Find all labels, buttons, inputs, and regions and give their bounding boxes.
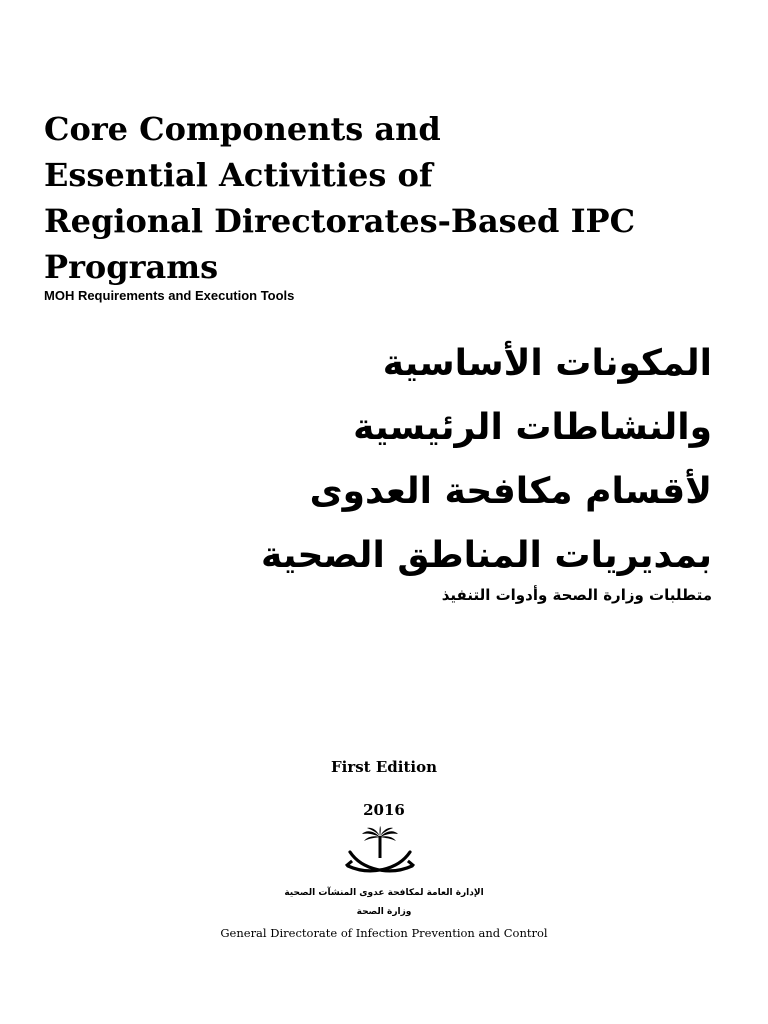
edition-label: First Edition (330, 758, 437, 776)
edition-year: 2016 (363, 801, 405, 819)
arabic-title-line-4: بمديريات المناطق الصحية (260, 535, 712, 576)
english-title (44, 106, 724, 290)
english-title-line-3: Regional Directorates-Based IPC (44, 202, 636, 240)
arabic-title-line-3: لأقسام مكافحة العدوى (309, 471, 712, 512)
arabic-title (52, 332, 712, 588)
english-subtitle: MOH Requirements and Execution Tools (44, 288, 295, 303)
english-title-line-2: Essential Activities of (44, 156, 433, 194)
arabic-title-line-1: المكونات الأساسية (382, 343, 712, 384)
arabic-subtitle: متطلبات وزارة الصحة وأدوات التنفيذ (441, 586, 712, 604)
saudi-emblem-palm-swords-icon (340, 826, 420, 878)
org-name-english: General Directorate of Infection Prevention and Control (220, 926, 548, 940)
arabic-title-line-2: والنشاطات الرئيسية (353, 407, 712, 448)
english-title-line-1: Core Components and (44, 110, 441, 148)
ministry-name-arabic: وزارة الصحة (356, 907, 412, 917)
org-name-arabic: الإدارة العامة لمكافحة عدوى المنشآت الصحية (284, 888, 484, 898)
english-title-line-4: Programs (44, 248, 219, 286)
